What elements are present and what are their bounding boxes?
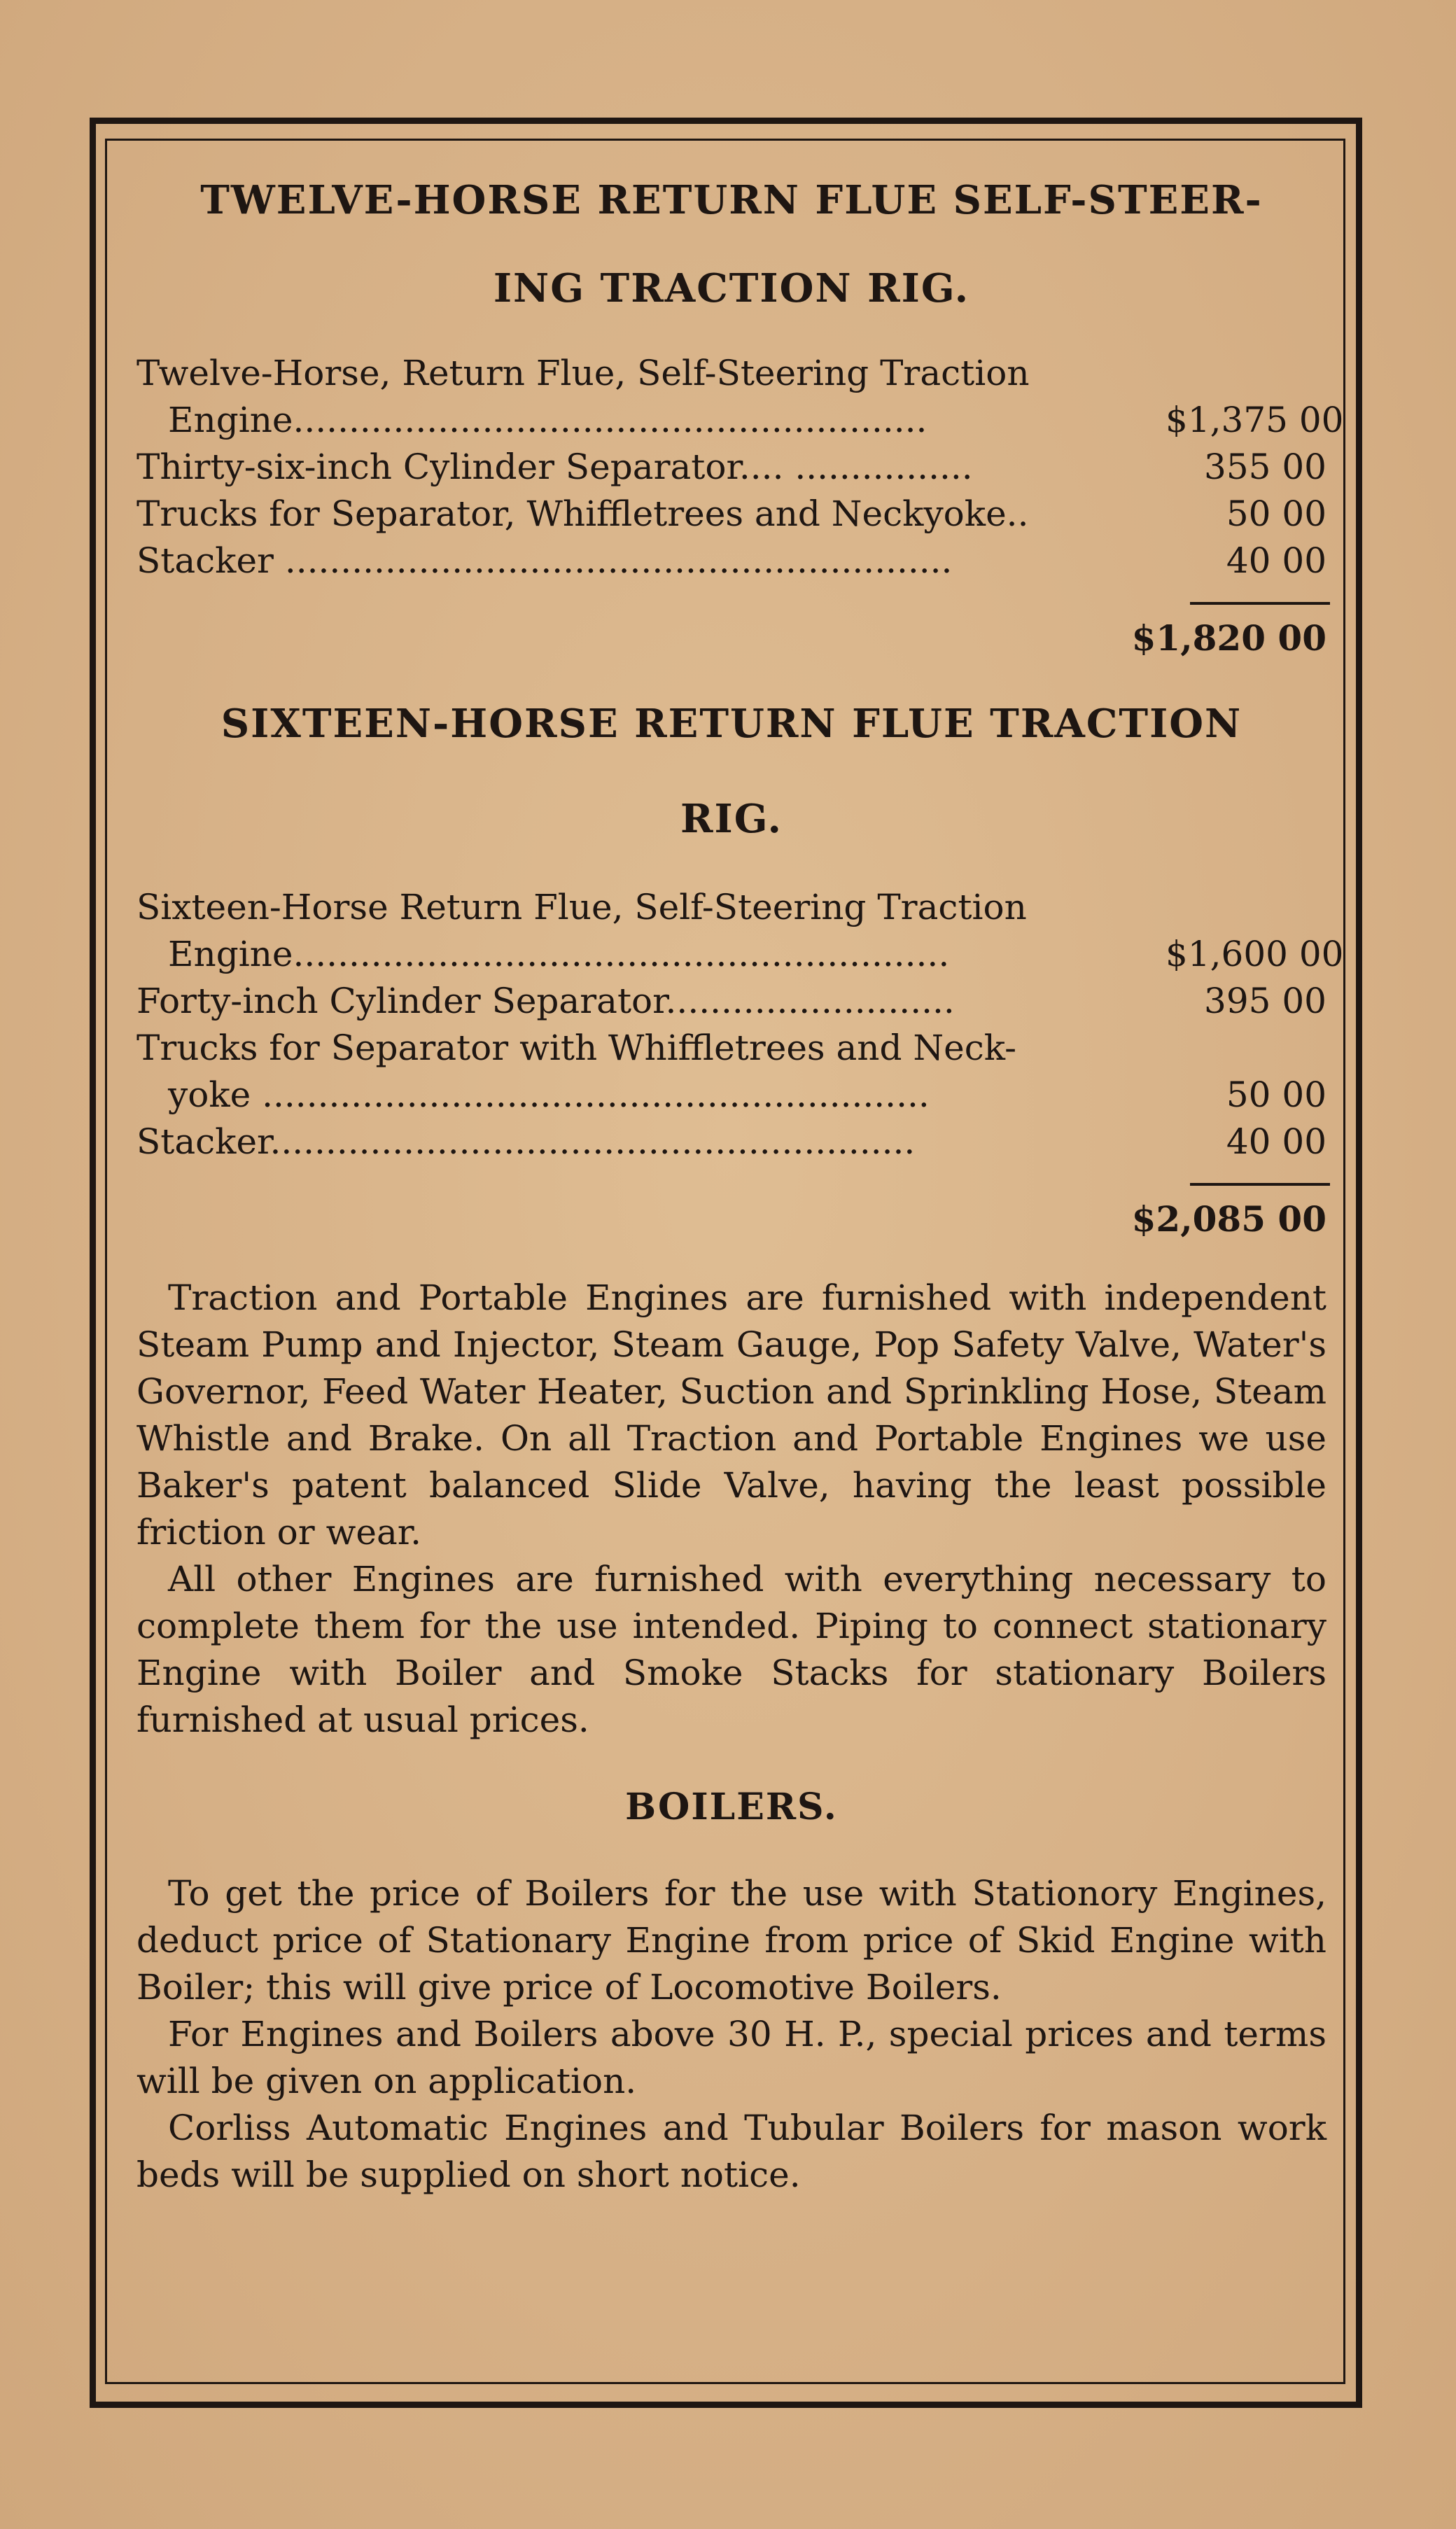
- price-row: [136, 1025, 1326, 1072]
- total-rule: [1190, 602, 1330, 605]
- item-price: 395 00: [1204, 981, 1326, 1021]
- section2-price-list: [136, 884, 1344, 1165]
- price-row: [136, 1072, 1326, 1119]
- paragraph: To get the price of Boilers for the use with Stationory Engines, deduct price of Stationary Engine from price of Skid Engine with Boiler; this will give price of Locomotive Boilers.: [136, 1873, 1326, 2008]
- section1-total: $1,820 00: [1131, 617, 1326, 659]
- item-description: Trucks for Separator with Whiffletrees and Neck-: [136, 1028, 1017, 1068]
- section2-total: $2,085 00: [1131, 1198, 1326, 1240]
- price-row: [136, 884, 1326, 931]
- engine-notes: [136, 1275, 1326, 1744]
- section1-title-line2: ING TRACTION RIG.: [493, 265, 970, 311]
- price-row: [136, 350, 1326, 397]
- total-rule: [1190, 1183, 1330, 1186]
- price-row: [136, 931, 1344, 978]
- section1-price-list: [136, 350, 1344, 584]
- item-description: Sixteen-Horse Return Flue, Self-Steering Traction: [136, 887, 1027, 927]
- section1-title-line1: TWELVE-HORSE RETURN FLUE SELF-STEER-: [200, 177, 1263, 223]
- item-description: Engine.........................................................: [168, 400, 927, 440]
- section2-title-line1: SIXTEEN-HORSE RETURN FLUE TRACTION: [220, 701, 1242, 747]
- item-description: Twelve-Horse, Return Flue, Self-Steering Traction: [136, 353, 1030, 393]
- price-row: [136, 538, 1326, 584]
- item-description: Stacker ............................................................: [136, 540, 953, 581]
- boilers-notes: [136, 1870, 1326, 2199]
- item-description: Stacker..........................................................: [136, 1121, 916, 1162]
- item-price: 355 00: [1204, 447, 1326, 487]
- price-page: [136, 160, 1344, 2199]
- paragraph: For Engines and Boilers above 30 H. P., special prices and terms will be given on application.: [136, 2014, 1326, 2101]
- item-description: Forty-inch Cylinder Separator..........................: [136, 981, 955, 1021]
- paragraph: All other Engines are furnished with everything necessary to complete them for the use intended. Piping to connect stationary Engine with Boiler and Smoke Stacks for stationary Boilers furnished at usual prices.: [136, 1559, 1326, 1740]
- price-row: [136, 1119, 1326, 1165]
- item-price: 40 00: [1226, 1121, 1326, 1162]
- price-row: [136, 397, 1344, 444]
- price-row: [136, 491, 1326, 538]
- item-price: 40 00: [1226, 540, 1326, 581]
- item-price: 50 00: [1226, 493, 1326, 534]
- item-description: Engine...........................................................: [168, 934, 950, 974]
- item-description: Thirty-six-inch Cylinder Separator.... ................: [136, 447, 973, 487]
- item-price: $1,375 00: [1166, 400, 1344, 440]
- price-row: [136, 444, 1326, 491]
- section2-title-line2: RIG.: [680, 796, 783, 842]
- item-description: yoke ............................................................: [168, 1074, 930, 1115]
- paragraph: Traction and Portable Engines are furnished with independent Steam Pump and Injector, Steam Gauge, Pop Safety Valve, Water's Governor, Feed Water Heater, Suction and Sprinkling Hose, Steam Whistle and Brake. On all Traction and Portable Engines we use Baker's patent balanced Slide Valve, having the least possible friction or wear.: [136, 1277, 1326, 1553]
- item-price: 50 00: [1226, 1074, 1326, 1115]
- price-row: [136, 978, 1326, 1025]
- item-description: Trucks for Separator, Whiffletrees and Neckyoke..: [136, 493, 1029, 534]
- paragraph: Corliss Automatic Engines and Tubular Boilers for mason work beds will be supplied on short notice.: [136, 2108, 1326, 2195]
- item-price: $1,600 00: [1166, 934, 1344, 974]
- boilers-title: BOILERS.: [625, 1786, 838, 1828]
